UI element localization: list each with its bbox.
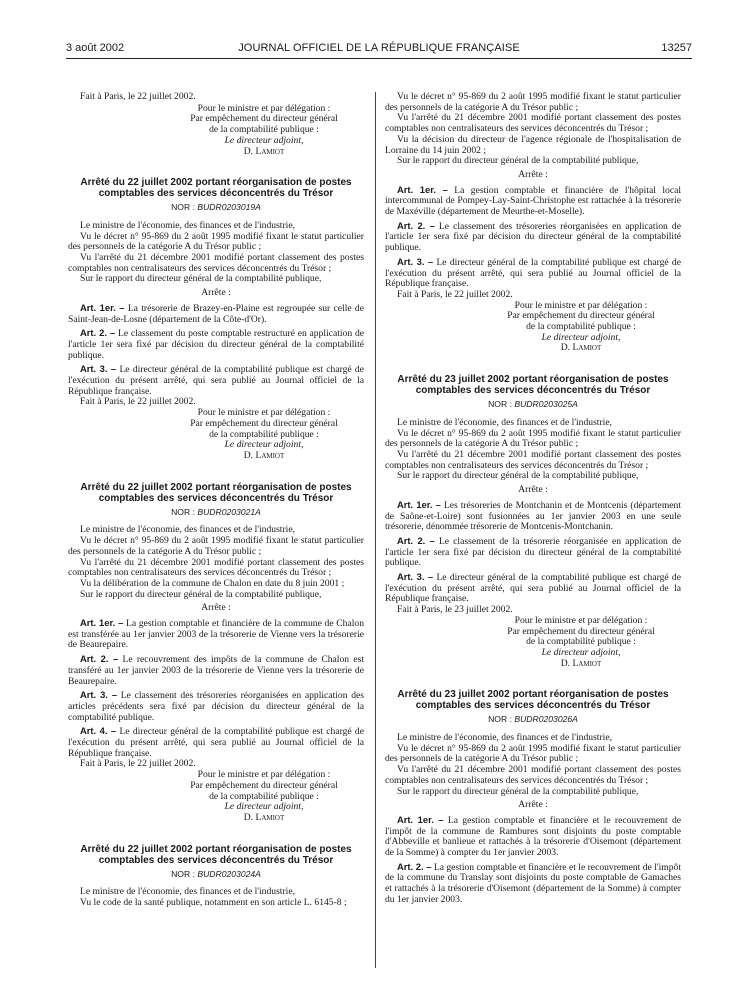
article — [385, 862, 681, 906]
arrete-title: Arrêté du 23 juillet 2002 portant réorganisation de postes comptables des services déconcentrés du Trésor — [397, 374, 669, 397]
sig-line: Par empêchement du directeur général — [190, 417, 338, 429]
sig-line: Pour le ministre et par délégation : — [514, 614, 648, 626]
arrete-title: Arrêté du 22 juillet 2002 portant réorganisation de postes comptables des services déconcentrés du Trésor — [80, 177, 352, 200]
arrete-heading: Arrête : — [201, 287, 231, 299]
nor-label: NOR : — [171, 506, 195, 517]
paragraph: Sur le rapport du directeur général de la comptabilité publique, — [397, 155, 639, 167]
paragraph: Sur le rapport du directeur général de la comptabilité publique, — [80, 588, 322, 600]
paragraph: Vu le décret n° 95-869 du 2 août 1995 modifié fixant le statut particulier des personnels de la catégorie A du Trésor public ; — [385, 91, 681, 113]
arrete-section — [385, 374, 681, 669]
paragraph: Le ministre de l'économie, des finances et de l'industrie, — [397, 416, 612, 428]
article-label: Art. 1er. – — [80, 301, 125, 313]
sig-role: Le directeur adjoint, — [224, 439, 304, 451]
page-number: 13257 — [661, 42, 692, 54]
article — [385, 572, 681, 605]
article — [385, 815, 681, 859]
arrete-title: Arrêté du 23 juillet 2002 portant réorganisation de postes comptables des services déconcentrés du Trésor — [397, 689, 669, 712]
article — [385, 185, 681, 218]
article — [68, 303, 364, 325]
article — [68, 618, 364, 651]
nor-code: BUDR0203024A — [197, 868, 261, 879]
left-column — [68, 92, 364, 909]
sig-role: Le directeur adjoint, — [224, 134, 304, 146]
sig-line: de la comptabilité publique : — [526, 321, 636, 333]
nor-label: NOR : — [488, 399, 512, 410]
sig-line: de la comptabilité publique : — [209, 428, 319, 440]
header-rule — [66, 58, 692, 59]
arrete-heading: Arrête : — [201, 602, 231, 614]
sig-line: de la comptabilité publique : — [209, 790, 319, 802]
nor-line — [68, 202, 364, 213]
article-text: La gestion comptable et financière et le recouvrement de l'impôt de la commune du Translay sont disjoints du poste comptable de Gamaches et rattachés à la trésorerie d'Oisemont (département de la Somme) à compter du 1er janvier 2003. — [385, 861, 682, 905]
issue-date: 3 août 2002 — [66, 42, 125, 54]
sig-line: de la comptabilité publique : — [526, 636, 636, 648]
article-label: Art. 1er. – — [397, 813, 444, 825]
sig-name: D. Lamiot — [243, 811, 285, 823]
journal-title: JOURNAL OFFICIEL DE LA RÉPUBLIQUE FRANÇAISE — [238, 42, 520, 54]
nor-label: NOR : — [171, 202, 195, 213]
arrete-section — [68, 482, 364, 824]
arrete-heading: Arrête : — [518, 484, 548, 496]
sig-line: Par empêchement du directeur général — [190, 113, 338, 125]
paragraph: Vu le décret n° 95-869 du 2 août 1995 modifié fixant le statut particulier des personnels de la catégorie A du Trésor public ; — [68, 535, 364, 557]
article-label: Art. 4. – — [80, 725, 117, 737]
article-text: La trésorerie de Brazey-en-Plaine est regroupée sur celle de Saint-Jean-de-Losne (département de la Côte-d'Or). — [68, 302, 364, 325]
article-text: Le classement des trésoreries réorganisées en application des articles précédents sera fixé par décision du directeur général de la comptabilité publique. — [68, 690, 364, 723]
article — [385, 221, 681, 254]
article-text: La gestion comptable et financière de l'hôpital local intercommunal de Pompey-Lay-Saint-Christophe est rattachée à la trésorerie de Maxéville (département de Meurthe-et-Moselle). — [385, 184, 682, 218]
paragraph: Sur le rapport du directeur général de la comptabilité publique, — [397, 785, 639, 797]
nor-line — [68, 507, 364, 518]
article-label: Art. 2. – — [80, 327, 116, 339]
sig-line: Pour le ministre et par délégation : — [197, 769, 331, 781]
article-label: Art. 2. – — [397, 860, 432, 872]
sig-role: Le directeur adjoint, — [224, 801, 304, 813]
paragraph: Vu le décret n° 95-869 du 2 août 1995 modifié fixant le statut particulier des personnels de la catégorie A du Trésor public ; — [68, 230, 364, 253]
article — [385, 257, 681, 290]
fait-line: Fait à Paris, le 22 juillet 2002. — [80, 758, 196, 770]
sig-line: Pour le ministre et par délégation : — [197, 102, 331, 114]
nor-code: BUDR0203019A — [197, 202, 261, 213]
nor-code: BUDR0203021A — [197, 506, 261, 517]
article — [68, 690, 364, 723]
article-label: Art. 3. – — [397, 571, 434, 583]
sig-name: D. Lamiot — [560, 657, 602, 669]
paragraph: Vu l'arrêté du 21 décembre 2001 modifié portant classement des postes comptables non centralisateurs des services déconcentrés du Trésor ; — [68, 252, 364, 274]
fait-line: Fait à Paris, le 22 juillet 2002. — [397, 288, 513, 300]
sig-line: Par empêchement du directeur général — [507, 625, 655, 637]
paragraph: Sur le rapport du directeur général de la comptabilité publique, — [80, 273, 322, 285]
article — [68, 328, 364, 361]
article-text: La gestion comptable et financière de la commune de Chalon est transférée au 1er janvier 2003 de la trésorerie de Vienne vers la trésorerie de Beaurepaire. — [68, 618, 364, 651]
fait-line: Fait à Paris, le 22 juillet 2002. — [80, 396, 196, 408]
arrete-section — [68, 844, 364, 909]
nor-code: BUDR0203025A — [514, 399, 578, 410]
paragraph: Vu l'arrêté du 21 décembre 2001 modifié portant classement des postes comptables non centralisateurs des services déconcentrés du Trésor ; — [385, 112, 681, 135]
arrete-section — [385, 689, 681, 905]
article — [68, 726, 364, 759]
article-label: Art. 1er. – — [397, 183, 448, 195]
article-text: Le directeur général de la comptabilité publique est chargé de l'exécution du présent arrêté, qui sera publié au Journal officiel de la République française. — [68, 726, 364, 759]
paragraph: Vu la décision du directeur de l'agence régionale de l'hospitalisation de Lorraine du 14 juin 2002 ; — [385, 133, 681, 156]
arrete-section — [68, 177, 364, 461]
paragraph: Vu le code de la santé publique, notamment en son article L. 6145-8 ; — [80, 897, 347, 909]
article-text: Le classement du poste comptable restructuré en application de l'article 1er sera fixé par décision du directeur général de la comptabilité publique. — [68, 328, 365, 361]
fait-line: Fait à Paris, le 23 juillet 2002. — [397, 604, 513, 616]
article-label: Art. 3. – — [80, 363, 117, 375]
article-label: Art. 2. – — [397, 534, 435, 546]
column-divider — [375, 92, 376, 968]
paragraph: Vu l'arrêté du 21 décembre 2001 modifié portant classement des postes comptables non centralisateurs des services déconcentrés du Trésor ; — [385, 448, 681, 471]
paragraph: Le ministre de l'économie, des finances et de l'industrie, — [80, 524, 295, 536]
paragraph: Vu le décret n° 95-869 du 2 août 1995 modifié fixant le statut particulier des personnels de la catégorie A du Trésor public ; — [385, 742, 681, 765]
paragraph: Le ministre de l'économie, des finances et de l'industrie, — [80, 886, 295, 898]
article — [385, 500, 681, 533]
nor-label: NOR : — [171, 868, 195, 879]
sig-name: D. Lamiot — [243, 145, 285, 157]
signature-block — [164, 104, 364, 158]
sig-line: Pour le ministre et par délégation : — [514, 299, 648, 311]
article-label: Art. 1er. – — [397, 498, 441, 510]
signature-block — [481, 616, 681, 670]
article — [68, 364, 364, 397]
signature-block — [481, 301, 681, 355]
sig-line: Par empêchement du directeur général — [190, 779, 338, 791]
article-label: Art. 1er. – — [80, 617, 124, 629]
paragraph: Le ministre de l'économie, des finances et de l'industrie, — [80, 219, 295, 231]
article-label: Art. 3. – — [397, 255, 434, 267]
article-label: Art. 3. – — [80, 689, 118, 701]
article — [385, 536, 681, 569]
paragraph: Sur le rapport du directeur général de la comptabilité publique, — [397, 470, 639, 482]
nor-code: BUDR0203026A — [514, 714, 578, 725]
signature-block — [164, 408, 364, 462]
nor-label: NOR : — [488, 714, 512, 725]
signature-block — [164, 770, 364, 824]
article-text: Le classement de la trésorerie réorganisée en application de l'article 1er sera fixé par décision du directeur général de la comptabilité publique. — [385, 535, 681, 569]
article-label: Art. 2. – — [397, 219, 435, 231]
sig-line: Pour le ministre et par délégation : — [197, 407, 331, 419]
nor-line — [385, 714, 681, 725]
arrete-heading: Arrête : — [518, 168, 548, 180]
article-text: La gestion comptable et financière et le recouvrement de l'impôt de la commune de Rambures sont disjoints du poste comptable d'Abbeville et banlieue et rattachés à la trésorerie d'Oisemont (département de la Somme) à compter du 1er janvier 2003. — [385, 814, 681, 859]
sig-name: D. Lamiot — [560, 342, 602, 354]
arrete-title: Arrêté du 22 juillet 2002 portant réorganisation de postes comptables des services déconcentrés du Trésor — [80, 481, 352, 504]
paragraph: Vu la délibération de la commune de Chalon en date du 8 juin 2001 ; — [80, 577, 345, 589]
article-text: Le classement des trésoreries réorganisées en application de l'article 1er sera fixé par décision du directeur général de la comptabilité publique. — [385, 220, 681, 254]
paragraph: Vu l'arrêté du 21 décembre 2001 modifié portant classement des postes comptables non centralisateurs des services déconcentrés du Trésor ; — [68, 556, 364, 579]
sig-role: Le directeur adjoint, — [541, 331, 621, 343]
page-header — [66, 42, 692, 56]
paragraph: Vu l'arrêté du 21 décembre 2001 modifié portant classement des postes comptables non centralisateurs des services déconcentrés du Trésor ; — [385, 764, 681, 786]
article-label: Art. 2. – — [80, 653, 119, 665]
article-text: Le directeur général de la comptabilité publique est chargé de l'exécution du présent arrêté, qui sera publié au Journal officiel de la République française. — [385, 256, 681, 290]
arrete-title: Arrêté du 22 juillet 2002 portant réorganisation de postes comptables des services déconcentrés du Trésor — [80, 843, 352, 866]
paragraph: Le ministre de l'économie, des finances et de l'industrie, — [397, 732, 612, 744]
article-text: Les trésoreries de Montchanin et de Montcenis (département de Saône-et-Loire) sont fusionnées au 1er janvier 2003 en une seule trésorerie, dénommée trésorerie de Montcenis-Montchanin. — [385, 499, 681, 533]
fait-line: Fait à Paris, le 22 juillet 2002. — [80, 91, 196, 102]
sig-line: Par empêchement du directeur général — [507, 310, 655, 322]
right-column — [385, 92, 681, 906]
paragraph: Vu le décret n° 95-869 du 2 août 1995 modifié fixant le statut particulier des personnels de la catégorie A du Trésor public ; — [385, 427, 681, 450]
article-text: Le directeur général de la comptabilité publique est chargé de l'exécution du présent arrêté, qui sera publié au Journal officiel de la République française. — [68, 364, 364, 397]
nor-line — [385, 399, 681, 410]
sig-role: Le directeur adjoint, — [541, 646, 621, 658]
arrete-heading: Arrête : — [518, 799, 548, 811]
sig-name: D. Lamiot — [243, 449, 285, 461]
nor-line — [68, 869, 364, 880]
article — [68, 654, 364, 687]
sig-line: de la comptabilité publique : — [209, 124, 319, 136]
article-text: Le recouvrement des impôts de la commune de Chalon est transféré au 1er janvier 2003 de la trésorerie de Vienne vers la trésorerie de Beaurepaire. — [68, 654, 364, 687]
article-text: Le directeur général de la comptabilité publique est chargé de l'exécution du présent arrêté, qui sera publié au Journal officiel de la République française. — [385, 572, 681, 605]
